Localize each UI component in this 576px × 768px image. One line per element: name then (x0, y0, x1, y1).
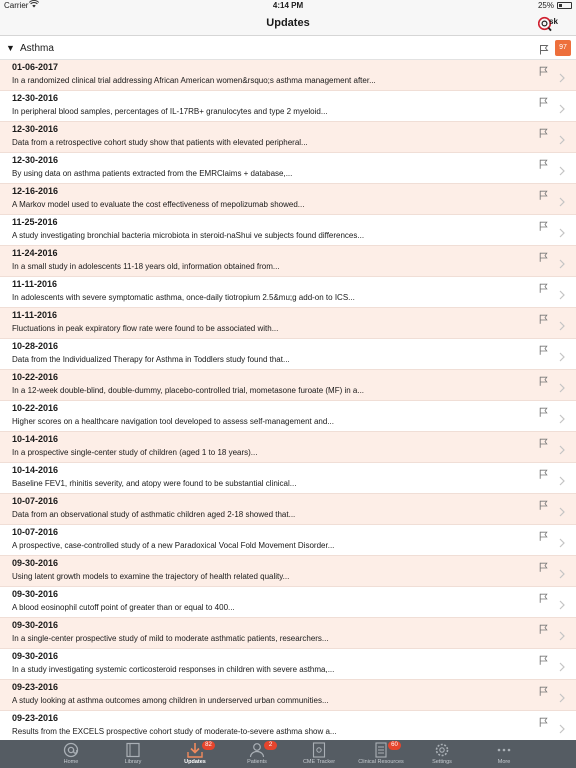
chevron-right-icon (559, 132, 565, 150)
update-row[interactable] (0, 370, 576, 401)
update-date: 10-28-2016 (12, 341, 59, 351)
flag-icon[interactable] (539, 497, 548, 515)
tab-label: More (497, 759, 511, 765)
update-row[interactable] (0, 494, 576, 525)
update-date: 12-30-2016 (12, 124, 59, 134)
update-row[interactable] (0, 60, 576, 91)
chevron-right-icon (559, 473, 565, 491)
update-row[interactable] (0, 618, 576, 649)
update-summary: Data from a retrospective cohort study show that patients with elevated peripheral... (12, 138, 308, 147)
update-row[interactable] (0, 401, 576, 432)
tab-library[interactable] (102, 740, 164, 768)
update-summary: In a single-center prospective study of mild to moderate asthmatic patients, researchers... (12, 634, 329, 643)
update-date: 11-24-2016 (12, 248, 58, 258)
tab-updates[interactable] (164, 740, 226, 768)
status-bar (0, 0, 576, 12)
flag-icon[interactable] (539, 187, 548, 205)
flag-icon[interactable] (539, 714, 548, 732)
battery-icon (557, 2, 572, 9)
flag-icon[interactable] (539, 590, 548, 608)
update-date: 11-11-2016 (12, 279, 58, 289)
update-date: 10-22-2016 (12, 372, 59, 382)
nav-bar (0, 12, 576, 36)
update-row[interactable] (0, 432, 576, 463)
update-row[interactable] (0, 339, 576, 370)
update-date: 09-30-2016 (12, 651, 59, 661)
tab-badge: 82 (202, 741, 215, 750)
update-date: 10-14-2016 (12, 465, 59, 475)
update-summary: In a prospective single-center study of children (aged 1 to 18 years)... (12, 448, 258, 457)
tab-label: Library (124, 759, 142, 765)
flag-icon[interactable] (539, 683, 548, 701)
update-summary: In adolescents with severe symptomatic asthma, once-daily tiotropium 2.5&mu;g add-on to ICS... (12, 293, 355, 302)
update-date: 12-30-2016 (12, 155, 59, 165)
flag-icon[interactable] (539, 63, 548, 81)
update-summary: In a small study in adolescents 11-18 years old, information obtained from... (12, 262, 280, 271)
flag-icon[interactable] (539, 249, 548, 267)
update-date: 10-14-2016 (12, 434, 59, 444)
update-row[interactable] (0, 215, 576, 246)
chevron-right-icon (559, 566, 565, 584)
flag-icon[interactable] (539, 342, 548, 360)
update-summary: In peripheral blood samples, percentages of IL-17RB+ granulocytes and type 2 myeloid... (12, 107, 328, 116)
update-summary: A prospective, case-controlled study of a new Paradoxical Vocal Fold Movement Disorder... (12, 541, 335, 550)
update-summary: Data from an observational study of asthmatic children aged 2-18 showed that... (12, 510, 296, 519)
flag-icon[interactable] (539, 373, 548, 391)
update-row[interactable] (0, 122, 576, 153)
update-date: 09-23-2016 (12, 713, 59, 723)
chevron-right-icon (559, 628, 565, 646)
count-badge: 97 (555, 40, 571, 56)
chevron-right-icon (559, 101, 565, 119)
chevron-right-icon (559, 287, 565, 305)
updates-list[interactable] (0, 60, 576, 740)
update-summary: Using latent growth models to examine the trajectory of health related quality... (12, 572, 290, 581)
more-icon (495, 742, 513, 758)
tab-label: CME Tracker (302, 759, 336, 765)
flag-icon[interactable] (539, 652, 548, 670)
chevron-right-icon (559, 597, 565, 615)
update-date: 10-07-2016 (12, 527, 59, 537)
update-summary: Results from the EXCELS prospective cohort study of moderate-to-severe asthma show a... (12, 727, 337, 736)
flag-icon[interactable] (539, 528, 548, 546)
flag-icon[interactable] (539, 466, 548, 484)
tab-label: Settings (432, 759, 452, 765)
chevron-right-icon (559, 690, 565, 708)
update-row[interactable] (0, 91, 576, 122)
chevron-right-icon (559, 256, 565, 274)
update-summary: In a study investigating systemic corticosteroid responses in children with severe asthma,... (12, 665, 335, 674)
flag-icon[interactable] (539, 218, 548, 236)
tab-clinical-resources[interactable] (350, 740, 412, 768)
update-row[interactable] (0, 463, 576, 494)
update-summary: Higher scores on a healthcare navigation tool developed to assess self-management and... (12, 417, 334, 426)
tab-label: Clinical Resources (358, 759, 404, 765)
chevron-right-icon (559, 442, 565, 460)
collapse-triangle-icon[interactable]: ▼ (6, 43, 15, 53)
update-row[interactable] (0, 525, 576, 556)
update-date: 12-30-2016 (12, 93, 59, 103)
chevron-right-icon (559, 318, 565, 336)
update-date: 10-22-2016 (12, 403, 59, 413)
gear-icon (433, 742, 451, 758)
chevron-right-icon (559, 721, 565, 739)
section-title: Asthma (20, 43, 54, 54)
flag-icon[interactable] (539, 280, 548, 298)
tab-home[interactable] (40, 740, 102, 768)
tab-settings[interactable] (411, 740, 473, 768)
chevron-right-icon (559, 659, 565, 677)
flag-icon[interactable] (539, 94, 548, 112)
flag-icon[interactable] (539, 404, 548, 422)
battery-percent: 25% (537, 1, 554, 10)
chevron-right-icon (559, 349, 565, 367)
flag-icon[interactable] (539, 125, 548, 143)
flag-icon[interactable] (539, 559, 548, 577)
update-date: 01-06-2017 (12, 62, 59, 72)
update-row[interactable] (0, 711, 576, 740)
page-title: Updates (266, 17, 310, 29)
update-summary: Fluctuations in peak expiratory flow rate were found to be associated with... (12, 324, 279, 333)
chevron-right-icon (559, 411, 565, 429)
update-summary: In a 12-week double-blind, double-dummy, placebo-controlled trial, mometasone furoate (MF) in a... (12, 386, 365, 395)
chevron-right-icon (559, 225, 565, 243)
update-row[interactable] (0, 308, 576, 339)
update-date: 09-30-2016 (12, 620, 59, 630)
flag-icon[interactable] (539, 621, 548, 639)
tab-badge: 60 (388, 741, 401, 750)
carrier-label: Carrier (4, 1, 29, 10)
update-summary: A study investigating bronchial bacteria microbiota in steroid-naShui ve subjects found differences... (12, 231, 365, 240)
chevron-right-icon (559, 535, 565, 553)
update-date: 10-07-2016 (12, 496, 59, 506)
tab-patients[interactable] (226, 740, 288, 768)
update-date: 11-25-2016 (12, 217, 58, 227)
clock: 4:14 PM (272, 1, 304, 10)
update-row[interactable] (0, 587, 576, 618)
at-icon (62, 742, 80, 758)
tab-badge: 2 (264, 741, 277, 750)
update-row[interactable] (0, 649, 576, 680)
chevron-right-icon (559, 504, 565, 522)
chevron-right-icon (559, 380, 565, 398)
tab-bar (0, 740, 576, 768)
update-date: 09-23-2016 (12, 682, 59, 692)
update-row[interactable] (0, 153, 576, 184)
tab-cme-tracker[interactable] (288, 740, 350, 768)
flag-icon[interactable] (539, 156, 548, 174)
chevron-right-icon (559, 70, 565, 88)
tab-label: Patients (247, 759, 267, 765)
update-summary: In a randomized clinical trial addressing African American women&rsquo;s asthma management after... (12, 76, 376, 85)
flag-icon[interactable] (539, 42, 549, 60)
tab-more[interactable] (473, 740, 535, 768)
update-date: 09-30-2016 (12, 589, 59, 599)
tab-label: Home (63, 759, 79, 765)
logo-text: sk (549, 17, 558, 26)
update-row[interactable] (0, 277, 576, 308)
update-row[interactable] (0, 246, 576, 277)
book-icon (124, 742, 142, 758)
flag-icon[interactable] (539, 311, 548, 329)
update-row[interactable] (0, 556, 576, 587)
update-date: 09-30-2016 (12, 558, 59, 568)
update-summary: A blood eosinophil cutoff point of greater than or equal to 400... (12, 603, 235, 612)
section-header-asthma[interactable] (0, 37, 576, 60)
update-summary: Baseline FEV1, rhinitis severity, and atopy were found to be substantial clinical... (12, 479, 297, 488)
flag-icon[interactable] (539, 435, 548, 453)
update-row[interactable] (0, 184, 576, 215)
update-date: 11-11-2016 (12, 310, 58, 320)
chevron-right-icon (559, 194, 565, 212)
chevron-right-icon (559, 163, 565, 181)
update-date: 12-16-2016 (12, 186, 59, 196)
app-logo[interactable] (538, 15, 564, 32)
update-summary: By using data on asthma patients extracted from the EMRClaims + database,... (12, 169, 293, 178)
tab-label: Updates (184, 759, 206, 765)
update-summary: A study looking at asthma outcomes among children in underserved urban communities... (12, 696, 329, 705)
certificate-icon (310, 742, 328, 758)
update-summary: Data from the Individualized Therapy for Asthma in Toddlers study found that... (12, 355, 290, 364)
update-summary: A Markov model used to evaluate the cost effectiveness of mepolizumab showed... (12, 200, 305, 209)
update-row[interactable] (0, 680, 576, 711)
